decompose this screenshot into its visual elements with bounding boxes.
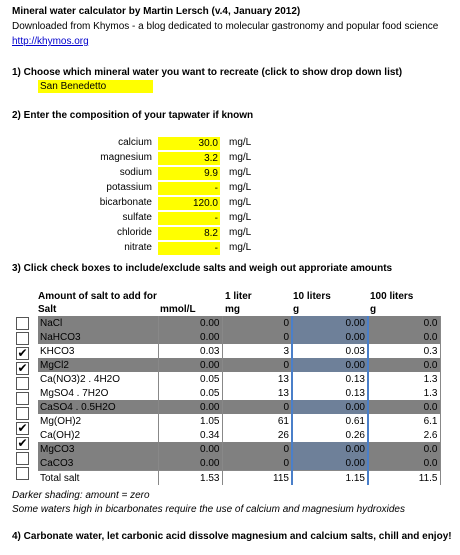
salt-cell-mmol: 0.00 (158, 442, 222, 456)
salt-cell-salt: Ca(NO3)2 . 4H2O (38, 372, 158, 386)
composition-label: potassium (106, 182, 152, 193)
khymos-link[interactable]: http://khymos.org (12, 36, 89, 47)
salt-cell-g10: 0.03 (292, 344, 368, 358)
check-icon: ✔ (17, 346, 28, 360)
salt-cell-mg: 61 (222, 414, 292, 428)
salt-cell-mg: 26 (222, 428, 292, 442)
col-mg-header: mg (225, 304, 240, 315)
total-cell-salt: Total salt (38, 471, 158, 486)
salt-row (38, 414, 440, 428)
salt-cell-mg: 0 (222, 400, 292, 414)
col-salt-header: Salt (38, 304, 57, 315)
salt-include-checkbox[interactable] (16, 392, 29, 405)
bicarbonate-note: Some waters high in bicarbonates require the use of calcium and magnesium hydroxides (12, 504, 405, 515)
composition-label: magnesium (100, 152, 152, 163)
salt-cell-g100: 0.0 (368, 456, 440, 471)
col-mmol-header: mmol/L (160, 304, 196, 315)
composition-value-input[interactable]: 9.9 (158, 167, 220, 180)
salt-cell-salt: CaCO3 (38, 456, 158, 471)
salt-cell-g10: 0.00 (292, 358, 368, 372)
salt-cell-g100: 0.0 (368, 316, 440, 330)
salt-cell-g10: 0.00 (292, 330, 368, 344)
salt-cell-mmol: 0.05 (158, 386, 222, 400)
salt-cell-g10: 0.26 (292, 428, 368, 442)
composition-label: chloride (116, 227, 152, 238)
composition-unit: mg/L (229, 137, 252, 148)
salt-row (38, 316, 440, 330)
check-icon: ✔ (17, 361, 28, 375)
total-cell-g10: 1.15 (292, 471, 368, 486)
salt-cell-g10: 0.00 (292, 400, 368, 414)
salt-row (38, 400, 440, 414)
salt-cell-g100: 2.6 (368, 428, 440, 442)
step4-heading: 4) Carbonate water, let carbonic acid dissolve magnesium and calcium salts, chill and enjoy! (12, 531, 452, 542)
salt-row (38, 330, 440, 344)
composition-unit: mg/L (229, 227, 252, 238)
salt-cell-salt: Mg(OH)2 (38, 414, 158, 428)
composition-value-input[interactable]: 30.0 (158, 137, 220, 150)
salt-row (38, 344, 440, 358)
salt-include-checkbox[interactable] (16, 437, 29, 450)
salt-cell-mmol: 0.34 (158, 428, 222, 442)
salt-cell-mg: 13 (222, 386, 292, 400)
salt-cell-mmol: 0.05 (158, 372, 222, 386)
salt-table (38, 316, 441, 485)
salt-cell-salt: NaHCO3 (38, 330, 158, 344)
salt-cell-mmol: 0.00 (158, 316, 222, 330)
salt-include-checkbox[interactable] (16, 362, 29, 375)
hundred-liters-header: 100 liters (370, 291, 414, 302)
composition-unit: mg/L (229, 242, 252, 253)
composition-value-input[interactable]: 120.0 (158, 197, 220, 210)
salt-cell-g100: 1.3 (368, 386, 440, 400)
salt-cell-salt: NaCl (38, 316, 158, 330)
salt-include-checkbox[interactable] (16, 317, 29, 330)
composition-label: sulfate (122, 212, 152, 223)
salt-cell-mg: 0 (222, 456, 292, 471)
water-dropdown-value: San Benedetto (40, 81, 107, 92)
salt-cell-g10: 0.00 (292, 316, 368, 330)
salt-cell-mg: 0 (222, 358, 292, 372)
check-icon: ✔ (17, 421, 28, 435)
salt-cell-mmol: 0.00 (158, 400, 222, 414)
salt-cell-salt: CaSO4 . 0.5H2O (38, 400, 158, 414)
salt-cell-salt: MgCl2 (38, 358, 158, 372)
composition-value-input[interactable]: 3.2 (158, 152, 220, 165)
composition-unit: mg/L (229, 197, 252, 208)
water-dropdown[interactable] (38, 80, 153, 93)
salt-row (38, 428, 440, 442)
salt-cell-g10: 0.13 (292, 386, 368, 400)
salt-cell-g100: 0.0 (368, 358, 440, 372)
salt-cell-mg: 3 (222, 344, 292, 358)
salt-include-checkbox[interactable] (16, 377, 29, 390)
salt-cell-g10: 0.61 (292, 414, 368, 428)
step1-heading: 1) Choose which mineral water you want to recreate (click to show drop down list) (12, 67, 403, 78)
salt-cell-mmol: 0.03 (158, 344, 222, 358)
salt-cell-g10: 0.13 (292, 372, 368, 386)
salt-cell-salt: KHCO3 (38, 344, 158, 358)
step3-heading: 3) Click check boxes to include/exclude salts and weigh out approriate amounts (12, 263, 393, 274)
composition-unit: mg/L (229, 212, 252, 223)
total-row (38, 471, 440, 486)
composition-value-input[interactable]: - (158, 242, 220, 255)
composition-label: calcium (118, 137, 152, 148)
salt-cell-g100: 6.1 (368, 414, 440, 428)
salt-cell-mg: 0 (222, 330, 292, 344)
composition-label: nitrate (124, 242, 152, 253)
composition-label: sodium (119, 167, 152, 178)
shading-note: Darker shading: amount = zero (12, 490, 150, 501)
salt-row (38, 372, 440, 386)
salt-cell-mg: 13 (222, 372, 292, 386)
composition-value-input[interactable]: - (158, 212, 220, 225)
salt-row (38, 358, 440, 372)
salt-cell-mmol: 0.00 (158, 330, 222, 344)
salt-row (38, 456, 440, 471)
composition-label: bicarbonate (99, 197, 152, 208)
composition-unit: mg/L (229, 152, 252, 163)
salt-cell-g100: 0.0 (368, 400, 440, 414)
salt-cell-salt: MgCO3 (38, 442, 158, 456)
total-cell-g100: 11.5 (368, 471, 440, 486)
salt-include-checkbox[interactable] (16, 467, 29, 480)
salt-include-checkbox[interactable] (16, 422, 29, 435)
salt-cell-g100: 0.3 (368, 344, 440, 358)
salt-cell-mmol: 1.05 (158, 414, 222, 428)
salt-cell-mmol: 0.00 (158, 456, 222, 471)
composition-unit: mg/L (229, 182, 252, 193)
salt-cell-g100: 1.3 (368, 372, 440, 386)
salt-include-checkbox[interactable] (16, 347, 29, 360)
composition-value-input[interactable]: 8.2 (158, 227, 220, 240)
check-icon: ✔ (17, 436, 28, 450)
salt-cell-mmol: 0.00 (158, 358, 222, 372)
total-cell-mg: 115 (222, 471, 292, 486)
salt-row (38, 386, 440, 400)
salt-cell-mg: 0 (222, 316, 292, 330)
salt-row (38, 442, 440, 456)
salt-cell-g10: 0.00 (292, 456, 368, 471)
total-cell-mmol: 1.53 (158, 471, 222, 486)
salt-cell-g10: 0.00 (292, 442, 368, 456)
amount-header: Amount of salt to add for (38, 291, 157, 302)
salt-include-checkbox[interactable] (16, 452, 29, 465)
col-g10-header: g (293, 304, 300, 315)
app-title: Mineral water calculator by Martin Lersch (v.4, January 2012) (12, 6, 301, 17)
composition-value-input[interactable]: - (158, 182, 220, 195)
salt-cell-g100: 0.0 (368, 330, 440, 344)
composition-unit: mg/L (229, 167, 252, 178)
salt-cell-salt: MgSO4 . 7H2O (38, 386, 158, 400)
ten-liters-header: 10 liters (293, 291, 331, 302)
subtitle: Downloaded from Khymos - a blog dedicated to molecular gastronomy and popular food science (12, 21, 439, 32)
salt-include-checkbox[interactable] (16, 407, 29, 420)
salt-cell-mg: 0 (222, 442, 292, 456)
step2-heading: 2) Enter the composition of your tapwater if known (12, 110, 254, 121)
salt-include-checkbox[interactable] (16, 332, 29, 345)
one-liter-header: 1 liter (225, 291, 252, 302)
salt-cell-salt: Ca(OH)2 (38, 428, 158, 442)
col-g100-header: g (370, 304, 377, 315)
salt-cell-g100: 0.0 (368, 442, 440, 456)
